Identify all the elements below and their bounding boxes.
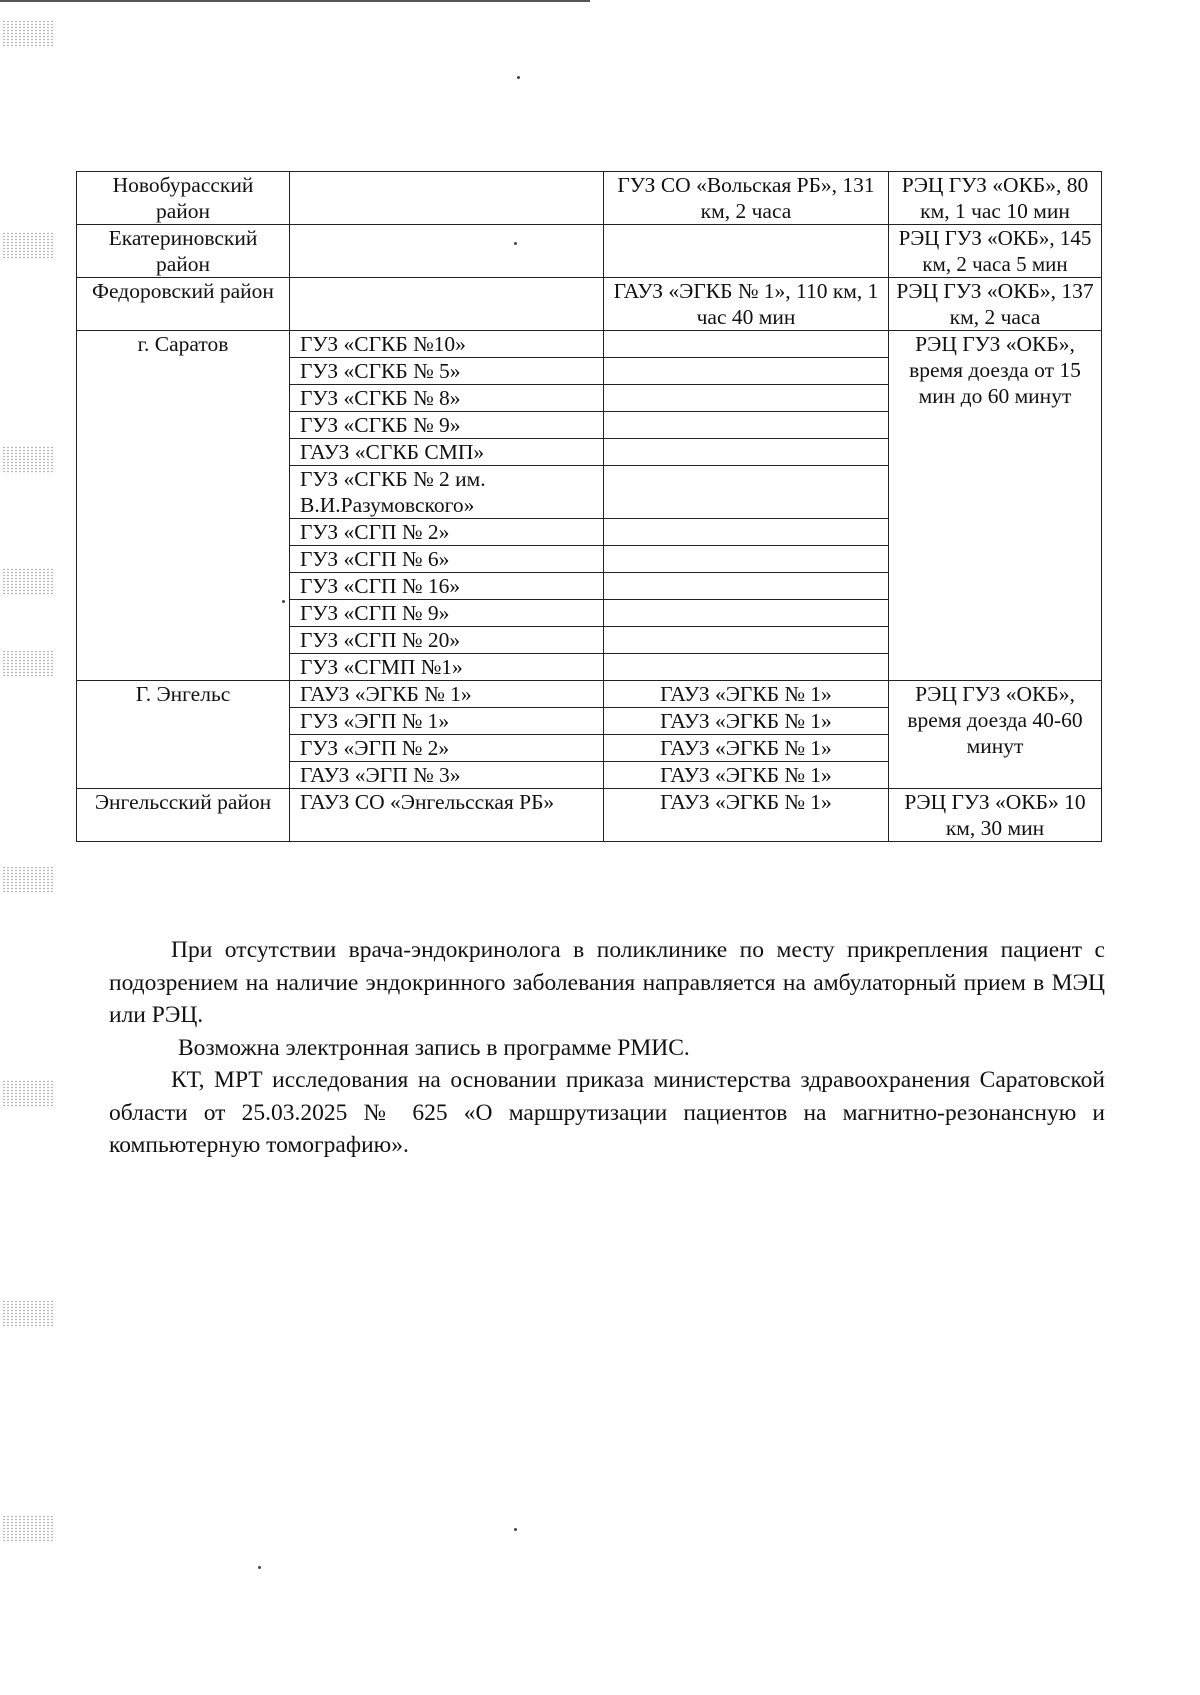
center-cell: РЭЦ ГУЗ «ОКБ», 137 км, 2 часа — [889, 278, 1102, 331]
scan-artifact — [2, 446, 54, 474]
scan-artifact — [2, 1080, 54, 1108]
routing-table — [76, 171, 1102, 842]
scan-artifact — [2, 232, 54, 260]
intermediate-cell — [604, 546, 889, 573]
institution-cell — [290, 278, 604, 331]
institution-cell: ГУЗ «ЭГП № 1» — [290, 708, 604, 735]
institution-cell: ГУЗ «СГП № 9» — [290, 600, 604, 627]
scan-artifact — [2, 650, 54, 678]
intermediate-cell — [604, 627, 889, 654]
page-top-edge-line — [0, 0, 590, 2]
institution-cell — [290, 225, 604, 278]
institution-cell: ГАУЗ «ЭГКБ № 1» — [290, 681, 604, 708]
scan-artifact — [2, 20, 54, 48]
scan-artifact — [2, 866, 54, 894]
institution-cell: ГУЗ «СГКБ № 8» — [290, 385, 604, 412]
district-cell: Г. Энгельс — [77, 681, 290, 789]
intermediate-cell — [604, 412, 889, 439]
institution-cell: ГАУЗ «СГКБ СМП» — [290, 439, 604, 466]
intermediate-cell — [604, 439, 889, 466]
district-cell: Энгельсский район — [77, 789, 290, 842]
table-row — [77, 172, 1102, 225]
intermediate-cell: ГАУЗ «ЭГКБ № 1» — [604, 681, 889, 708]
table-row — [77, 278, 1102, 331]
scan-speck — [517, 76, 520, 79]
institution-cell: ГУЗ «СГП № 2» — [290, 519, 604, 546]
intermediate-cell — [604, 466, 889, 519]
table-row — [77, 331, 1102, 358]
district-cell: Новобурасский район — [77, 172, 290, 225]
intermediate-cell: ГАУЗ «ЭГКБ № 1» — [604, 789, 889, 842]
institution-cell: ГУЗ «СГКБ № 5» — [290, 358, 604, 385]
institution-cell: ГАУЗ СО «Энгельсская РБ» — [290, 789, 604, 842]
paragraph-electronic-booking: Возможна электронная запись в программе РМИС. — [178, 1034, 690, 1061]
scan-speck — [514, 1528, 517, 1531]
center-cell: РЭЦ ГУЗ «ОКБ» 10 км, 30 мин — [889, 789, 1102, 842]
institution-cell: ГАУЗ «ЭГП № 3» — [290, 762, 604, 789]
institution-cell: ГУЗ «СГКБ № 2 им. В.И.Разумовского» — [290, 466, 604, 519]
table-row — [77, 225, 1102, 278]
intermediate-cell — [604, 600, 889, 627]
institution-cell — [290, 172, 604, 225]
paragraph-endocrinologist-absence: При отсутствии врача-эндокринолога в поликлинике по месту прикрепления пациент с подозрением на наличие эндокринного заболевания направляется на амбулаторный прием в МЭЦ или РЭЦ. — [109, 937, 1105, 1028]
body-text — [109, 934, 1105, 1162]
center-cell: РЭЦ ГУЗ «ОКБ», время доезда 40-60 минут — [889, 681, 1102, 789]
district-cell: г. Саратов — [77, 331, 290, 681]
center-cell: РЭЦ ГУЗ «ОКБ», время доезда от 15 мин до 60 минут — [889, 331, 1102, 681]
center-cell: РЭЦ ГУЗ «ОКБ», 145 км, 2 часа 5 мин — [889, 225, 1102, 278]
table-row — [77, 681, 1102, 708]
district-cell: Федоровский район — [77, 278, 290, 331]
intermediate-cell: ГАУЗ «ЭГКБ № 1», 110 км, 1 час 40 мин — [604, 278, 889, 331]
intermediate-cell: ГАУЗ «ЭГКБ № 1» — [604, 735, 889, 762]
intermediate-cell — [604, 385, 889, 412]
institution-cell: ГУЗ «СГП № 20» — [290, 627, 604, 654]
institution-cell: ГУЗ «СГМП №1» — [290, 654, 604, 681]
intermediate-cell: ГУЗ СО «Вольская РБ», 131 км, 2 часа — [604, 172, 889, 225]
intermediate-cell — [604, 573, 889, 600]
scan-artifact — [2, 1515, 54, 1543]
table-row — [77, 789, 1102, 842]
scan-artifact — [2, 1300, 54, 1328]
intermediate-cell — [604, 331, 889, 358]
intermediate-cell — [604, 519, 889, 546]
institution-cell: ГУЗ «СГКБ №10» — [290, 331, 604, 358]
paragraph-ct-mri-order: КТ, МРТ исследования на основании приказа министерства здравоохранения Саратовской области от 25.03.2025 № 625 «О маршрутизации пациентов на магнитно-резонансную и компьютерную томографию». — [109, 1067, 1105, 1158]
institution-cell: ГУЗ «ЭГП № 2» — [290, 735, 604, 762]
center-cell: РЭЦ ГУЗ «ОКБ», 80 км, 1 час 10 мин — [889, 172, 1102, 225]
intermediate-cell: ГАУЗ «ЭГКБ № 1» — [604, 708, 889, 735]
intermediate-cell — [604, 225, 889, 278]
institution-cell: ГУЗ «СГП № 6» — [290, 546, 604, 573]
intermediate-cell — [604, 654, 889, 681]
district-cell: Екатериновский район — [77, 225, 290, 278]
intermediate-cell: ГАУЗ «ЭГКБ № 1» — [604, 762, 889, 789]
scan-speck — [258, 1566, 261, 1569]
scan-artifact — [2, 568, 54, 596]
institution-cell: ГУЗ «СГП № 16» — [290, 573, 604, 600]
intermediate-cell — [604, 358, 889, 385]
institution-cell: ГУЗ «СГКБ № 9» — [290, 412, 604, 439]
